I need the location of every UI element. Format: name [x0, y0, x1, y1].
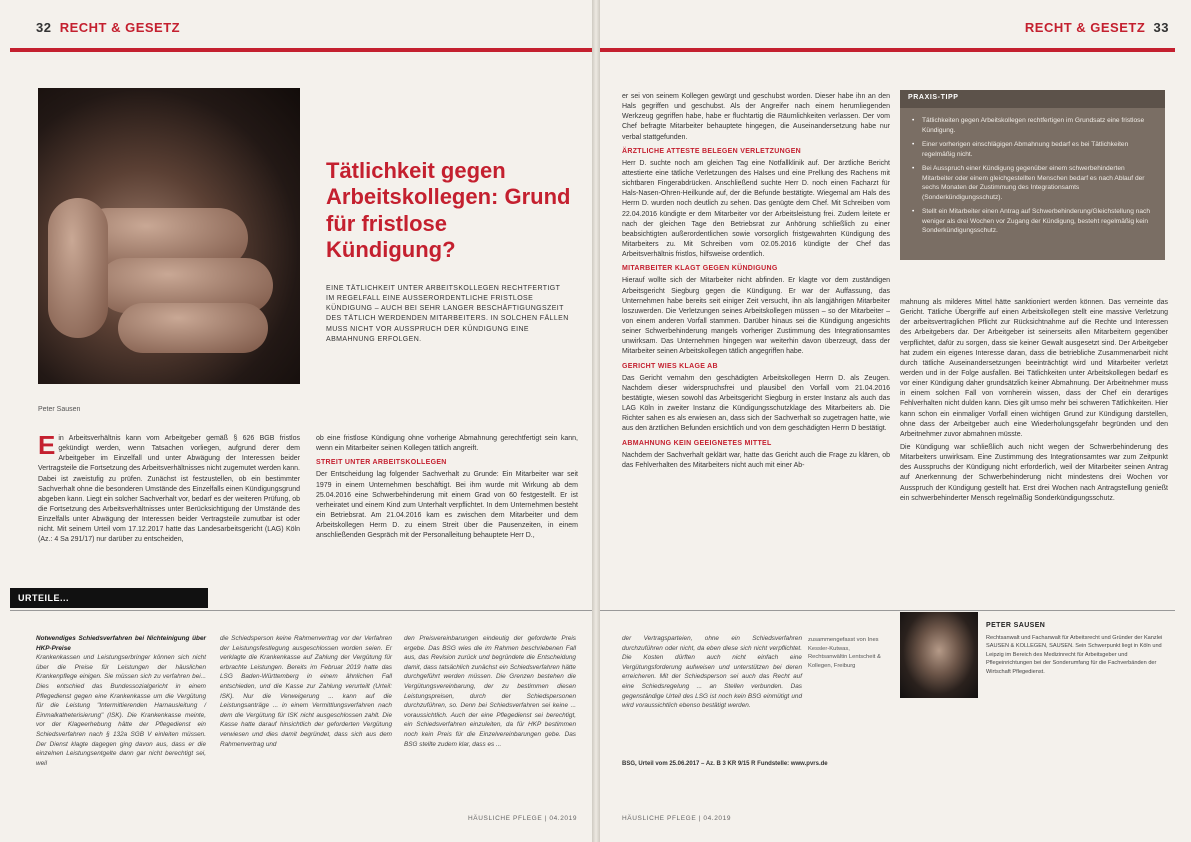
verdict-column-3: den Preisvereinbarungen eindeutig der geforderte Preis ergebe. Das BSG wies die im Rahmen beschriebenen Fall aus, das Revision zurück und begründete die Entscheidung damit, dass tatsächlich zunächst ein Schiedsverfahren hätte durchgeführt werden müssen. Die Grenzen bestehen die Vergütungsvereinbarung, der zu bestimmen diesen Leistungspreisen, durch der Schiedspersonen durchzuführen, so. Denn bei Schiedsverfahren sei keine ... voraussichtlich. Auch der eine Pflegedienst sei berechtigt, ein Schiedsverfahren einzuleiten, da für HKP bestimmen noch kein Preis für die Einzelvereinbarungen gebe. Das BSG stellte zudem klar, dass es ...	[404, 635, 576, 748]
hero-image-fist	[38, 88, 300, 384]
right-column-1	[622, 92, 890, 572]
section-divider	[10, 610, 592, 611]
tip-item: • Stellt ein Mitarbeiter einen Antrag auf Schwerbehinderung/Gleichstellung nach weniger als drei Wochen vor Zugang der Kündigung, besteht regelmäßig kein Sonderkündigungsschutz.	[912, 207, 1155, 236]
column-text: Herr D. suchte noch am gleichen Tag eine Notfallklinik auf. Der ärztliche Bericht attestierte eine tätliche Verletzungen des Halses und eine Prellung des Rachens mit sichtbaren Fingerabdrücken. Anschließend suchte Herr D. noch einen Facharzt für Hals-Nasen-Ohren-Heilkunde auf, der die Befunde bestätigte. Wiegemal am Hals des Herrn D. wurden noch deutlich zu sehen. Das genügte dem Chef. Mit Schreiben vom 22.04.2016 kündigte er dem Mitarbeiter vor der Arbeitsleistung frei. Zudem leitete er nach der gleichen Tage den Betriebsrat zur Anhörung schließlich zu einer beabsichtigten außerordentlichen sowie vorsorglich fristgewahrten Kündigung des Mitarbeiters zu. Mit Schreiben vom 02.05.2016 kündigte der Chef das Arbeitsverhältnis fristlos, hilfsweise ordentlich.	[622, 159, 890, 259]
article-lead: EINE TÄTLICHKEIT UNTER ARBEITSKOLLEGEN RECHTFERTIGT IM REGELFALL EINE AUSSERORDENTLICHE FRISTLOSE KÜNDIGUNG – AUCH BEI SEHR LANGER BESCHÄFTIGUNGSZEIT DES TÄTLICH WERDENDEN MITARBEITERS. IN SOLCHEN FÄLLEN MUSS NICHT VOR AUSSPRUCH DER KÜNDIGUNG EINE ABMAHNUNG ERFOLGEN.	[326, 285, 569, 343]
verdict-continuation: der Vertragsparteien, ohne ein Schiedsverfahren durchzuführen oder nicht, da eben diese sich nicht verpflichtet. Die Kosten dürften auch nicht einfach eine Vergütungsforderung aufweisen und unterstützen bei deren erreicheren. Mit der Schiedsperson sei auch das Recht auf eine Schiedsregelung ... an Stellen verbunden. Das gegenständige Urteil des LSG ist noch kein BSG einmütigt und wird voraussichtlich ebenso bestätigt werden.	[622, 635, 802, 710]
tip-item: • Bei Ausspruch einer Kündigung gegenüber einem schwerbehinderten Mitarbeiter oder einem gleichgestellten Menschen bedarf es nach Ablauf der sechs Monaten der Zustimmung des Integrationsamts (Sonderkündigungsschutz).	[912, 164, 1155, 202]
section-divider	[600, 610, 1175, 611]
verdict-attribution: zusammengefasst von Ines Kessler-Kutwas, Rechtsanwältin Lentscheit & Kollegen, Freiburg	[808, 637, 881, 670]
spine-gutter	[592, 0, 600, 842]
tip-item: • Einer vorherigen einschlägigen Abmahnung bedarf es bei Tätlichkeiten regelmäßig nicht.	[912, 140, 1155, 159]
header-rule	[10, 48, 592, 52]
left-page	[0, 0, 592, 842]
column-intro: ob eine fristlose Kündigung ohne vorherige Abmahnung gerechtfertigt sein kann, wenn ein Mitarbeiter seinen Kollegen tätlich angreift.	[316, 435, 578, 453]
column-text: Hierauf wollte sich der Mitarbeiter nicht abfinden. Er klagte vor dem zuständigen Arbeitsgericht Siegburg gegen die Kündigung. Er war der Auffassung, das Unternehmen habe bereits seit einiger Zeit versucht, ihn als langjährigen Mitarbeiter loszuwerden. Die Verletzungen seines Arbeitskollegen müssen – so der Mitarbeiter – von einem anderen Vorfall stammen. Darüber hinaus sei die Kündigung angesichts seiner Schwerbehinderung mangels vorheriger Zustimmung des Integrationsamtes unwirksam. Das Unternehmen hingegen war weiterhin davon überzeugt, dass der Mitarbeiter seinen Arbeitskollegen tätlich angegriffen habe.	[622, 277, 890, 356]
subheading: GERICHT WIES KLAGE AB	[622, 362, 718, 370]
tip-list	[900, 108, 1165, 236]
author-name: Peter Sausen	[38, 406, 81, 413]
right-column-2	[900, 298, 1168, 578]
header-rule	[600, 48, 1175, 52]
author-portrait	[900, 612, 978, 698]
urteile-label: URTEILE...	[10, 588, 208, 608]
verdict-column-2: die Schiedsperson keine Rahmenvertrag vor der Verfahren der Leistungsfestlegung ausgeschlossen worden seien. Er verklagte die Krankenkasse auf Zahlung der Vergütung für erbrachte Leistungen. Bereits im Februar 2019 hatte das LSG Baden-Württemberg in einem ähnlichen Fall entschieden, und die Kasse zur Zahlung verurteilt (Urteil: ISK). Nur die Verweigerung ... kann auf die Leistungsanträge ... in einem Vermittlungsverfahren nach dem die Vergütung für ISK nicht ausgeschlossen zahlt. Die Kasse hatte darauf hinsichtlich der geforderten Vergütung verwiesen und dies damit begründet, dass sich aus dem Rahmenvertrag und	[220, 635, 392, 748]
page-number: 33	[1153, 20, 1169, 35]
running-head-left	[36, 20, 180, 35]
section-label: RECHT & GESETZ	[59, 20, 181, 35]
running-head-right	[1025, 20, 1169, 35]
column-text: Die Kündigung war schließlich auch nicht wegen der Schwerbehinderung des Mitarbeiters unwirksam. Eine Zustimmung des Integrationsamtes war zum Zeitpunkt des Ausspruchs der Kündigung nicht erforderlich, weil der Mitarbeiter seinen Antrag auf Anerkennung der Schwerbehinderung nicht mindestens drei Wochen vor Ausspruch der Kündigung gestellt hat. Erst drei Wochen nach Antragstellung genießt ein schwerbehinderter Mensch regelmäßig Sonderkündigungsschutz.	[900, 443, 1168, 502]
subheading: MITARBEITER KLAGT GEGEN KÜNDIGUNG	[622, 265, 778, 273]
column-text: in Arbeitsverhältnis kann vom Arbeitgeber gemäß § 626 BGB fristlos gekündigt werden, wenn Tatsachen vorliegen, aufgrund derer dem Arbeitgeber im Einzelfall und unter Abwägung der Interessen beider Vertragsteile die Fortsetzung des Arbeitsverhältnisses nicht zugemutet werden kann. Dabei ist zweistufig zu prüfen. Zunächst ist festzustellen, ob ein bestimmter Sachverhalt ohne die besonderen Umstände des Einzelfalls einen Kündigungsgrund abgeben kann. Liegt ein solcher Sachverhalt vor, bedarf es der weiteren Prüfung, ob die Fortsetzung des Arbeitsverhältnisses unter Berücksichtigung der Umstände des Einzelfalls unter Abwägung der Interessen beider Vertragsteile zumutbar ist oder nicht. Mit seinem Urteil vom 17.12.2017 hatte das Landesarbeitsgericht (LAG) Köln (Az.: 4 Sa 291/17) nur darüber zu entscheiden,	[38, 435, 300, 544]
practice-tip-box	[900, 90, 1165, 260]
verdict-heading: Notwendiges Schiedsverfahren bei Nichteinigung über HKP-Preise	[36, 635, 206, 652]
page-footer: HÄUSLICHE PFLEGE | 04.2019	[622, 815, 732, 822]
verdict-column-1	[36, 634, 206, 809]
article-title: Tätlichkeit gegen Arbeitskollegen: Grund für fristlose Kündigung?	[326, 158, 571, 263]
left-column-1	[38, 430, 300, 584]
verdict-text: Krankenkassen und Leistungserbringer können sich nicht über die Preise für Leistungen der häuslichen Krankenpflege einigen. Sie müssen sich zu verfahren bei... Dies entschied das Bundessozialgericht in einem Pflegedienst gegen eine Krankenkasse um die Vergütung für die Leistung "Intermittierenden Harnausleitung / Einmalkatheterisierung" (ISK). Die Krankenkasse meinte, vor der Klageerhebung hätte der Pflegedienst ein Schiedsverfahren nach § 132a SGB V einleiten müssen. Der Dienst klagte dagegen ging davon aus, dass er die einzelnen Leistungsentgelte dann gar nicht berechtigt sei, weil	[36, 654, 206, 767]
column-text: er sei von seinem Kollegen gewürgt und geschubst worden. Dieser habe ihn an den Hals gegriffen und geschubst. Als der Angreifer nach einem herumliegenden Werkzeug gegriffen habe, habe er fluchtartig die Räumlichkeiten verlassen. Der vom Chef befragte Mitarbeiter behauptete hingegen, die Auseinandersetzung habe nur verbal stattgefunden.	[622, 93, 890, 141]
verdict-source: BSG, Urteil vom 25.06.2017 – Az. B 3 KR 9/15 R Fundstelle: www.pvrs.de	[622, 761, 828, 767]
bio-name: PETER SAUSEN	[986, 622, 1046, 629]
column-text: Das Gericht vernahm den geschädigten Arbeitskollegen Herrn D. als Zeugen. Nachdem dieser widerspruchsfrei und plausibel den Vorfall vom 21.04.2016 bestätigte, wiesen sowohl das Arbeitsgericht Siegburg in erster Instanz als auch das LAG Köln in zweiter Instanz die Kündigungsschutzklage des Mitarbeiters ab. Die Richter sahen es als erwiesen an, dass sich der Sachverhalt so zugetragen hatte, wie aus den ärztlichen Befunden ersichtlich und von dem geschädigten Herrn D bestätigt.	[622, 374, 890, 433]
tip-item: • Tätlichkeiten gegen Arbeitskollegen rechtfertigen im Grundsatz eine fristlose Kündigung.	[912, 116, 1155, 135]
drop-cap: E	[38, 430, 56, 460]
section-label: RECHT & GESETZ	[1024, 20, 1146, 35]
column-text: Der Entscheidung lag folgender Sachverhalt zu Grunde: Ein Mitarbeiter war seit 1979 in einem Unternehmen beschäftigt. Bei ihm wurde mit Wirkung ab dem 25.04.2016 eine Schwerbehinderung mit einem Grad von 60 festgestellt. Er ist verheiratet und einem Kind zum Unterhalt verpflichtet. In dem Unternehmen besteht ein Betriebsrat. Am 21.04.2016 kam es zwischen dem Mitarbeiter und dem Arbeitskollegen Herrn D. zu einem Streit über die Pausenzeiten, in einem anschließenden Gespräch mit der Personalleitung behauptete Herr D.,	[316, 471, 578, 540]
column-text: mahnung als milderes Mittel hätte sanktioniert werden können. Das verneinte das Gericht. Tätliche Übergriffe auf einen Arbeitskollegen stellt eine massive Verletzung der arbeitsvertraglichen Pflicht zur Rücksichtnahme auf die Rechte und Interessen des Arbeitgebers dar. Der Arbeitgeber ist seinerseits allen Mitarbeitern gegenüber verpflichtet, dafür zu sorgen, dass sie keiner Gewalt ausgesetzt sind. Der Arbeitgeber hat zudem ein eigenes Interesse daran, dass die betriebliche Zusammenarbeit nicht durch tätliche Auseinandersetzungen beeinträchtigt wird und Mitarbeiter verletzt werden und in der Folge ausfallen. Bei Tätlichkeiten unter Arbeitskollegen bedarf es vor einer Kündigung daher grundsätzlich keiner Abmahnung. Der Arbeitnehmer muss in einem solchen Fall von vornherein wissen, dass der Chef ein derartiges Fehlverhalten nicht dulden kann. Dies gilt umso mehr bei schweren Tätlichkeiten. Hier kann schon ein einmaliger Vorfall einen wichtigen Grund zur Kündigung darstellen, ohne dass der Arbeitgeber auch eine Wiederholungsgefahr begründen und den Arbeitnehmer zuvor abmahnen müsste.	[900, 299, 1168, 438]
page-footer: HÄUSLICHE PFLEGE | 04.2019	[468, 815, 578, 822]
column-text: Nachdem der Sachverhalt geklärt war, hatte das Gericht auch die Frage zu klären, ob das Fehlverhalten des Mitarbeiters nicht auch mit einer Ab-	[622, 451, 890, 469]
subheading: ABMAHNUNG KEIN GEEIGNETES MITTEL	[622, 439, 772, 447]
author-bio: Rechtsanwalt und Fachanwalt für Arbeitsrecht und Gründer der Kanzlei SAUSEN & KOLLEGEN, SAUSEN. Sein Schwerpunkt liegt in Köln und Leipzig im Bereich des Medizinrecht für Arbeitsgeber und Pflegeinrichtungen bei der Sonderumfang für die Fachverbänden der Wirtschaft Pflegedienst.	[986, 635, 1163, 675]
subheading: ÄRZTLICHE ATTESTE BELEGEN VERLETZUNGEN	[622, 147, 802, 155]
tip-heading: PRAXIS-TIPP	[900, 90, 1165, 108]
subheading: STREIT UNTER ARBEITSKOLLEGEN	[316, 459, 447, 467]
page-number: 32	[36, 20, 52, 35]
author-line	[38, 406, 80, 413]
left-column-2	[316, 434, 578, 584]
